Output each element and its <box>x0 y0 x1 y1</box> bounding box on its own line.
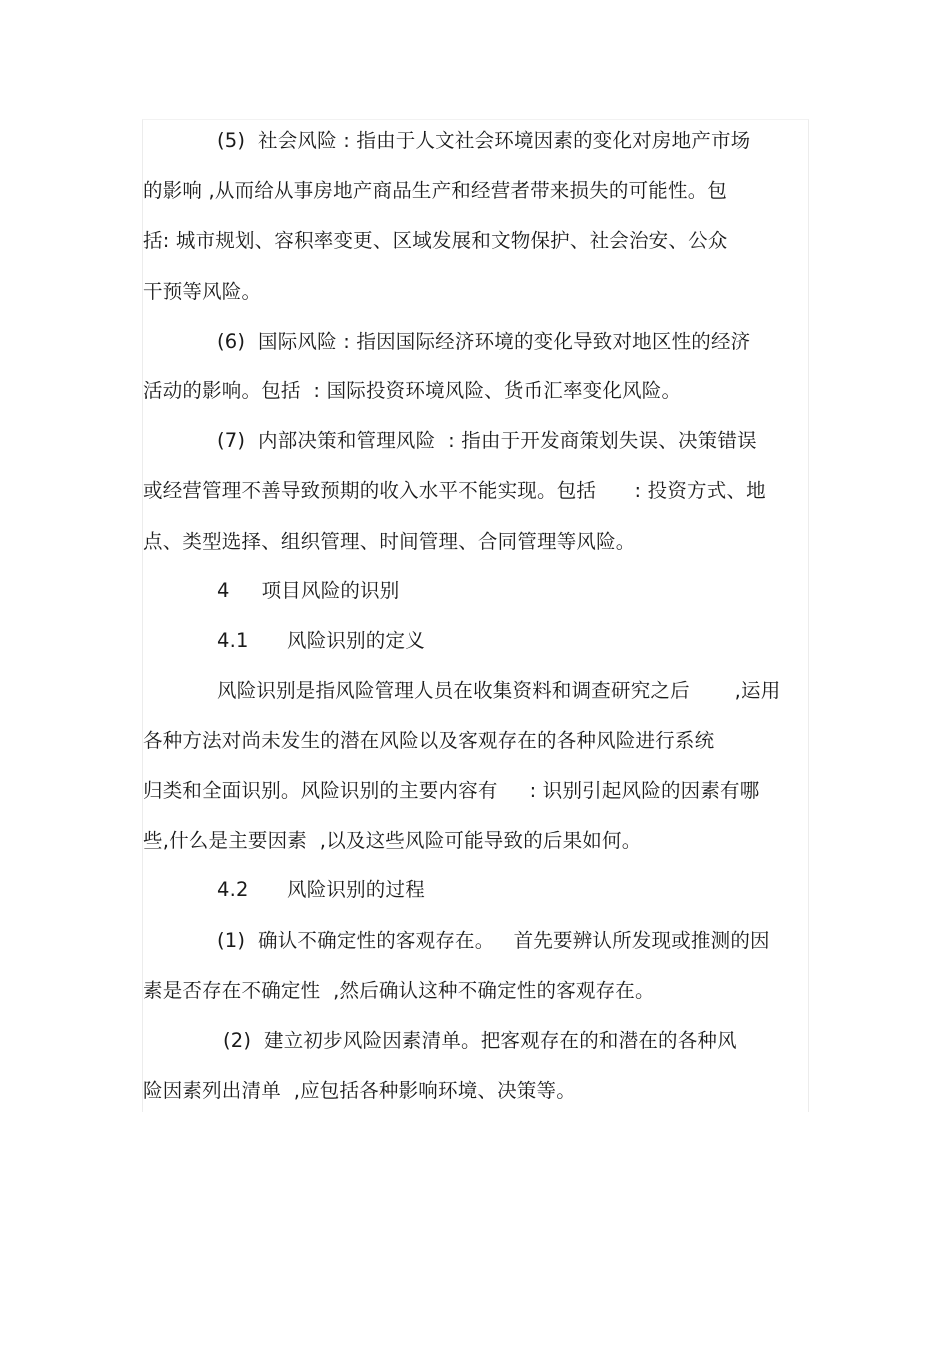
paragraph-line: (2) 建立初步风险因素清单。把客观存在的和潜在的各种风 <box>223 1029 737 1052</box>
paragraph-line: (6) 国际风险 : 指因国际经济环境的变化导致对地区性的经济 <box>217 330 751 353</box>
paragraph-line: (7) 内部决策和管理风险 : 指由于开发商策划失误、决策错误 <box>217 429 757 452</box>
section-heading: 4 项目风险的识别 <box>217 579 400 602</box>
subsection-heading: 4.1 风险识别的定义 <box>217 629 425 652</box>
paragraph-line: 各种方法对尚未发生的潜在风险以及客观存在的各种风险进行系统 <box>143 729 715 752</box>
paragraph-line: 干预等风险。 <box>143 280 262 303</box>
paragraph-line: (5) 社会风险 : 指由于人文社会环境因素的变化对房地产市场 <box>217 129 751 152</box>
paragraph-line: 或经营管理不善导致预期的收入水平不能实现。包括 : 投资方式、地 <box>143 479 766 502</box>
paragraph-line: 点、类型选择、组织管理、时间管理、合同管理等风险。 <box>143 530 636 553</box>
paragraph-line: 归类和全面识别。风险识别的主要内容有 : 识别引起风险的因素有哪 <box>143 779 760 802</box>
subsection-heading: 4.2 风险识别的过程 <box>217 878 425 901</box>
paragraph-line: 些,什么是主要因素 ,以及这些风险可能导致的后果如何。 <box>143 829 642 852</box>
paragraph-line: 险因素列出清单 ,应包括各种影响环境、决策等。 <box>143 1079 576 1102</box>
paragraph-line: 括: 城市规划、容积率变更、区域发展和文物保护、社会治安、公众 <box>143 229 728 252</box>
page-frame <box>142 119 809 1112</box>
paragraph-line: 风险识别是指风险管理人员在收集资料和调查研究之后 ,运用 <box>217 679 781 702</box>
paragraph-line: 活动的影响。包括 : 国际投资环境风险、货币汇率变化风险。 <box>143 379 682 402</box>
paragraph-line: 素是否存在不确定性 ,然后确认这种不确定性的客观存在。 <box>143 979 655 1002</box>
paragraph-line: (1) 确认不确定性的客观存在。 首先要辨认所发现或推测的因 <box>217 929 770 952</box>
paragraph-line: 的影响 ,从而给从事房地产商品生产和经营者带来损失的可能性。包 <box>143 179 728 202</box>
